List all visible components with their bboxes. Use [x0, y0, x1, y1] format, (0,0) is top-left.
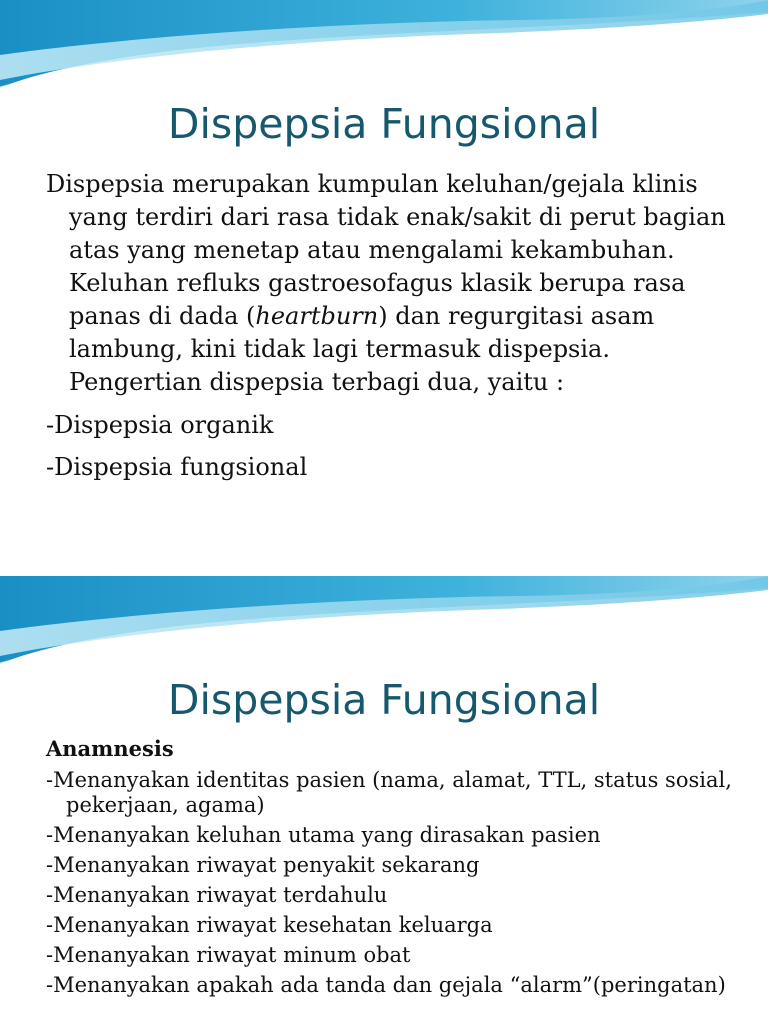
list-item: -Menanyakan riwayat minum obat: [46, 943, 411, 967]
list-item: -Dispepsia fungsional: [46, 453, 308, 481]
italic-term: heartburn: [255, 302, 379, 330]
slide-title: Dispepsia Fungsional: [167, 676, 601, 724]
list-item: -Menanyakan riwayat penyakit sekarang: [46, 853, 480, 877]
list-item: -Menanyakan keluhan utama yang dirasakan pasien: [46, 823, 601, 847]
wave-header-decoration: [0, 576, 768, 676]
dyspepsia-types-list: [46, 404, 307, 488]
slide-2: [0, 576, 768, 1024]
slide-title: Dispepsia Fungsional: [167, 100, 601, 148]
wave-header-decoration: [0, 0, 768, 100]
definition-paragraph: Dispepsia merupakan kumpulan keluhan/gejala klinis yang terdiri dari rasa tidak enak/sakit di perut bagian atas yang menetap atau mengalami kekambuhan. Keluhan refluks gastroesofagus klasik berupa rasa panas di dada (heartburn) dan regurgitasi asam lambung, kini tidak lagi termasuk dispepsia. Pengertian dispepsia terbagi dua, yaitu :: [46, 170, 726, 396]
list-item: -Menanyakan apakah ada tanda dan gejala “alarm”(peringatan): [46, 973, 726, 997]
list-item: -Menanyakan riwayat kesehatan keluarga: [46, 913, 493, 937]
list-item: -Dispepsia organik: [46, 411, 274, 439]
anamnesis-list: [46, 768, 736, 1003]
list-item: -Menanyakan identitas pasien (nama, alamat, TTL, status sosial, pekerjaan, agama): [46, 768, 732, 817]
list-item: -Menanyakan riwayat terdahulu: [46, 883, 388, 907]
section-heading: Anamnesis: [46, 736, 174, 761]
